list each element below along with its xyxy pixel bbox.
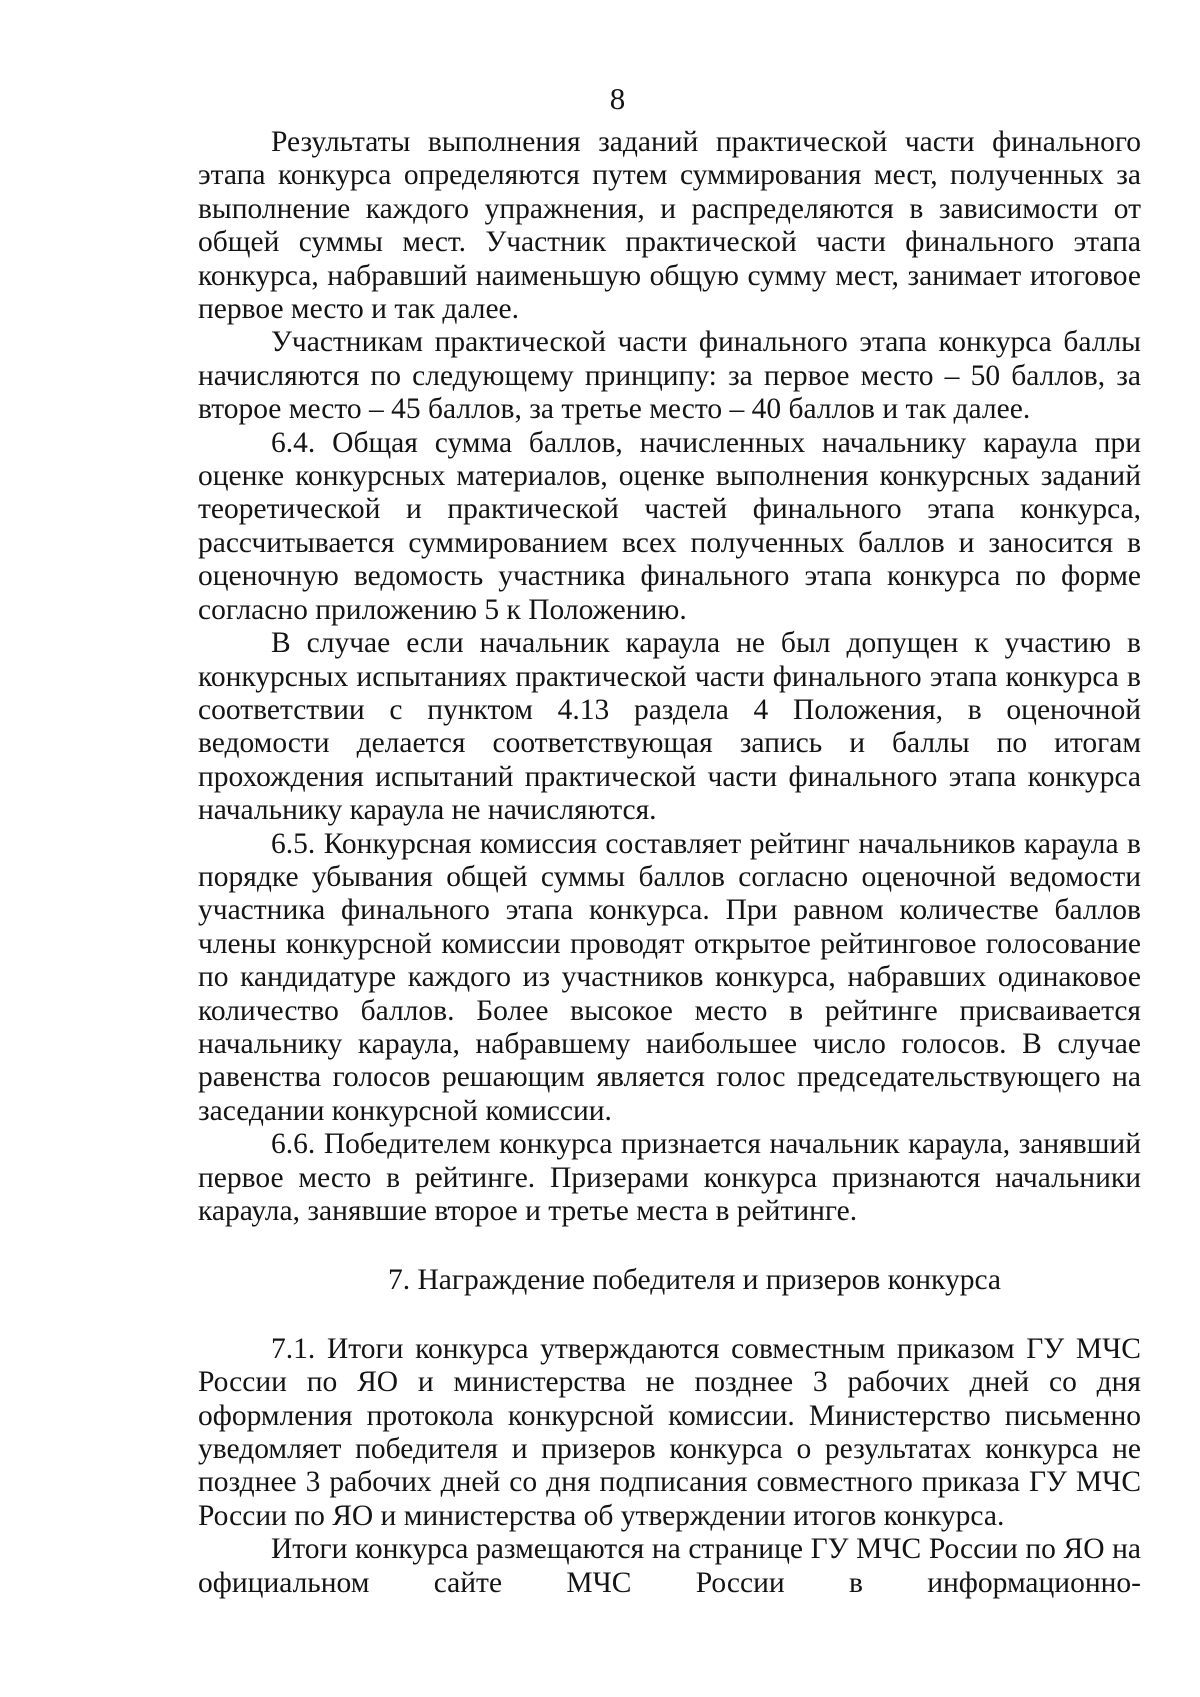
paragraph-6-5: 6.5. Конкурсная комиссия составляет рейтинг начальников караула в порядке убывания общей суммы баллов согласно оценочной ведомости участника финального этапа конкурса. При равном количестве баллов члены конкурсной комиссии проводят открытое рейтинговое голосование по кандидатуре каждого из участников конкурса, набравших одинаковое количество баллов. Более высокое место в рейтинге присваивается начальнику караула, набравшему наибольшее число голосов. В случае равенства голосов решающим является голос председательствующего на заседании конкурсной комиссии.: [198, 827, 1141, 1127]
document-body: [198, 126, 1141, 1600]
page-number: 8: [609, 81, 626, 116]
paragraph-not-admitted: В случае если начальник караула не был допущен к участию в конкурсных испытаниях практической части финального этапа конкурса в соответствии с пунктом 4.13 раздела 4 Положения, в оценочной ведомости делается соответствующая запись и баллы по итогам прохождения испытаний практической части финального этапа конкурса начальнику караула не начисляются.: [198, 627, 1141, 827]
paragraph-results-published: Итоги конкурса размещаются на странице ГУ МЧС России по ЯО на официальном сайте МЧС России в информационно-: [198, 1533, 1141, 1599]
paragraph-6-4: 6.4. Общая сумма баллов, начисленных начальнику караула при оценке конкурсных материалов, оценке выполнения конкурсных заданий теоретической и практической частей финального этапа конкурса, рассчитывается суммированием всех полученных баллов и заносится в оценочную ведомость участника финального этапа конкурса по форме согласно приложению 5 к Положению.: [198, 426, 1141, 626]
paragraph-7-1: 7.1. Итоги конкурса утверждаются совместным приказом ГУ МЧС России по ЯО и министерства не позднее 3 рабочих дней со дня оформления протокола конкурсной комиссии. Министерство письменно уведомляет победителя и призеров конкурса о результатах конкурса не позднее 3 рабочих дней со дня подписания совместного приказа ГУ МЧС России по ЯО и министерства об утверждении итогов конкурса.: [198, 1332, 1141, 1532]
paragraph-points-principle: Участникам практической части финального этапа конкурса баллы начисляются по следующему принципу: за первое место – 50 баллов, за второе место – 45 баллов, за третье место – 40 баллов и так далее.: [198, 326, 1141, 426]
paragraph-6-6: 6.6. Победителем конкурса признается начальник караула, занявший первое место в рейтинге. Призерами конкурса признаются начальники караула, занявшие второе и третье места в рейтинге.: [198, 1128, 1141, 1227]
section-title: 7. Награждение победителя и призеров конкурса: [387, 1264, 1002, 1297]
paragraph-practical-results: Результаты выполнения заданий практической части финального этапа конкурса определяются путем суммирования мест, полученных за выполнение каждого упражнения, и распределяются в зависимости от общей суммы мест. Участник практической части финального этапа конкурса, набравший наименьшую общую сумму мест, занимает итоговое первое место и так далее.: [198, 126, 1141, 326]
